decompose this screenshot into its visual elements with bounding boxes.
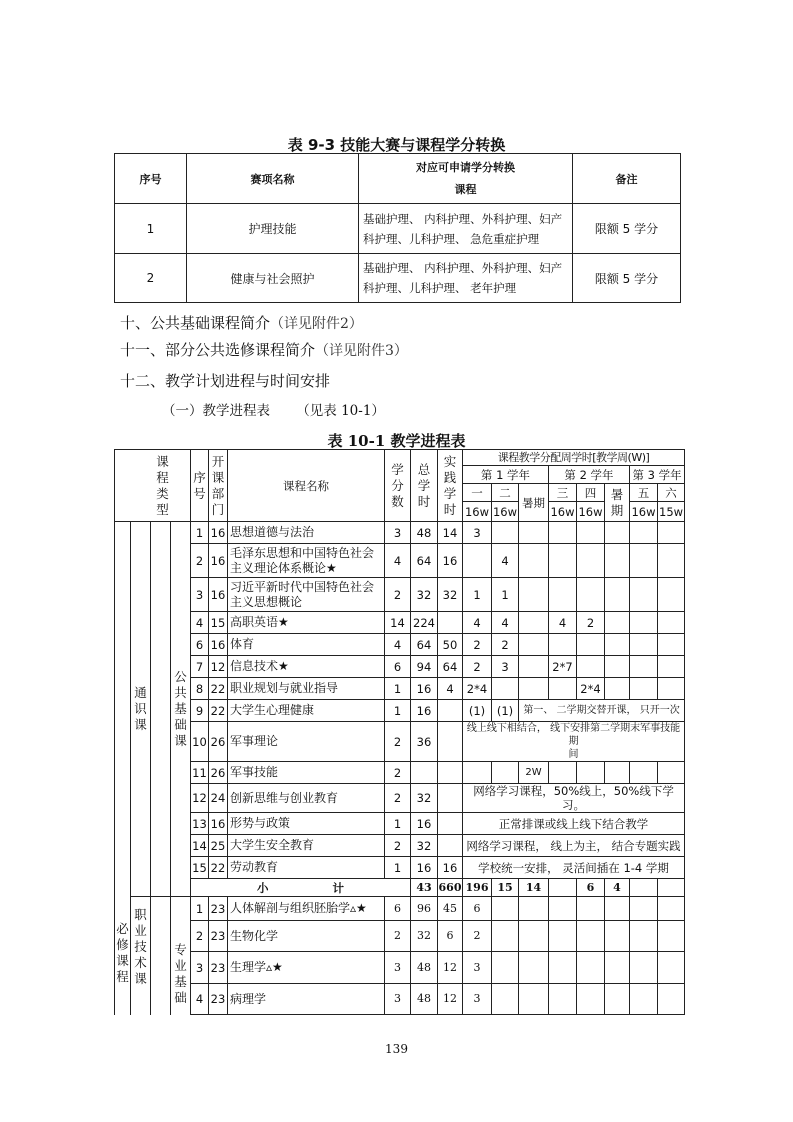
cell-dept: 16 (209, 813, 228, 835)
section-11-heading (120, 339, 408, 360)
cell-dept: 16 (209, 578, 228, 612)
cell-hours: 48 (411, 952, 438, 984)
subtotal-term-2: 14 (519, 879, 549, 897)
cell-courses-line1: 基础护理、 内科护理、外科护理、妇产 (363, 261, 563, 275)
cell-hours: 48 (411, 984, 438, 1015)
subtotal-row (115, 879, 685, 897)
cell-practice: 16 (438, 544, 463, 578)
header-term-2: 二 (492, 484, 519, 502)
cell-practice: 4 (438, 678, 463, 700)
cell-dept: 16 (209, 544, 228, 578)
cell-hours: 32 (411, 784, 438, 813)
cell-course-name (228, 544, 385, 578)
cell-note: 网络学习课程， 线上为主， 结合专题实践 (463, 835, 685, 857)
cell-term-2: 4 (492, 544, 519, 578)
table-row (115, 612, 685, 634)
cell-note-line1: 线上线下相结合， 线下安排第二学期末军事技能期 (466, 723, 681, 747)
cell-credit: 2 (385, 762, 411, 784)
cell-practice: 6 (438, 921, 463, 952)
cell-seq: 15 (191, 857, 209, 879)
cell-dept: 24 (209, 784, 228, 813)
header-course-line2: 课程 (454, 182, 477, 196)
table-row (115, 835, 685, 857)
table-row (115, 544, 685, 578)
cell-dept: 23 (209, 984, 228, 1015)
header-weeks-6: 15w (658, 502, 685, 522)
category-spacer (151, 522, 171, 897)
cell-dept: 23 (209, 921, 228, 952)
table-row (115, 857, 685, 879)
header-course (359, 154, 573, 204)
cell-course-name: 生物化学 (228, 921, 385, 952)
cell-summer-1: 2W (519, 762, 549, 784)
cell-term-2: (1) (492, 700, 519, 722)
header-term-3: 三 (549, 484, 577, 502)
cell-course-name: 职业规划与就业指导 (228, 678, 385, 700)
cell-credit: 2 (385, 722, 411, 762)
table-row (115, 921, 685, 952)
cell-practice: 32 (438, 578, 463, 612)
header-weeks-4: 16w (577, 502, 605, 522)
cell-credit: 2 (385, 784, 411, 813)
cell-courses (359, 254, 573, 303)
cell-term-1: 3 (463, 952, 492, 984)
section-10-title: 十、公共基础课程简介 (120, 314, 271, 332)
category-spacer-2 (151, 897, 171, 1015)
cell-credit: 4 (385, 634, 411, 656)
header-year-3: 第 3 学年 (630, 466, 685, 484)
cell-note: 限额 5 学分 (573, 204, 681, 254)
cell-course-name (228, 578, 385, 612)
cell-practice: 12 (438, 984, 463, 1015)
table-10-1-title: 表 10-1 教学进程表 (327, 432, 466, 450)
cell-seq: 9 (191, 700, 209, 722)
subtotal-term-1: 15 (492, 879, 519, 897)
header-term-4: 四 (577, 484, 605, 502)
header-summer-2: 暑期 (605, 484, 630, 522)
cell-note: 限额 5 学分 (573, 254, 681, 303)
table-row (115, 578, 685, 612)
cell-term-2: 2 (492, 634, 519, 656)
header-year-2: 第 2 学年 (549, 466, 630, 484)
cell-seq: 13 (191, 813, 209, 835)
cell-credit: 3 (385, 952, 411, 984)
cell-courses-line1: 基础护理、 内科护理、外科护理、妇产 (363, 211, 563, 226)
cell-credit: 2 (385, 578, 411, 612)
cell-hours: 64 (411, 544, 438, 578)
subtotal-term-4: 4 (605, 879, 630, 897)
cell-seq: 1 (191, 897, 209, 921)
header-seq: 序号 (191, 450, 209, 522)
table-row (115, 204, 681, 254)
cell-dept: 16 (209, 634, 228, 656)
cell-term-3: 4 (549, 612, 577, 634)
cell-credit: 1 (385, 678, 411, 700)
cell-dept: 25 (209, 835, 228, 857)
table-row (115, 784, 685, 813)
cell-course-name: 军事理论 (228, 722, 385, 762)
header-credit: 学分数 (385, 450, 411, 522)
cell-course-name: 生理学▵★ (228, 952, 385, 984)
header-course-type: 课程类型 (115, 450, 191, 522)
cell-seq: 14 (191, 835, 209, 857)
cell-seq: 1 (115, 204, 187, 254)
cell-hours: 32 (411, 835, 438, 857)
cell-practice: 64 (438, 656, 463, 678)
cell-course-name: 信息技术★ (228, 656, 385, 678)
cell-credit: 1 (385, 813, 411, 835)
cell-hours: 36 (411, 722, 438, 762)
header-term-5: 五 (630, 484, 658, 502)
subtotal-hours: 660 (438, 879, 463, 897)
cell-term-1: 2*4 (463, 678, 492, 700)
cell-term-4: 2 (577, 612, 605, 634)
cell-term-1: (1) (463, 700, 492, 722)
table-row (115, 813, 685, 835)
subtotal-label-2: 计 (332, 880, 344, 895)
cell-term-1: 3 (463, 522, 492, 544)
cell-hours: 48 (411, 522, 438, 544)
cell-course-name: 创新思维与创业教育 (228, 784, 385, 813)
cell-hours: 32 (411, 921, 438, 952)
section-11-ref: （详见附件3） (315, 343, 408, 359)
cell-term-1: 2 (463, 656, 492, 678)
cell-credit: 6 (385, 656, 411, 678)
cell-course-name: 病理学 (228, 984, 385, 1015)
cell-hours: 96 (411, 897, 438, 921)
subtotal-credit: 43 (411, 879, 438, 897)
cell-dept: 16 (209, 522, 228, 544)
section-10-heading (120, 312, 363, 333)
header-course-name: 课程名称 (228, 450, 385, 522)
cell-term-2: 1 (492, 578, 519, 612)
table-row (115, 700, 685, 722)
table-row (115, 984, 685, 1015)
cell-note (463, 722, 685, 762)
cell-practice: 16 (438, 857, 463, 879)
subtotal-practice: 196 (463, 879, 492, 897)
cell-seq: 2 (115, 254, 187, 303)
cell-course-name: 军事技能 (228, 762, 385, 784)
header-dept: 开课部门 (209, 450, 228, 522)
cell-seq: 10 (191, 722, 209, 762)
cell-seq: 8 (191, 678, 209, 700)
header-hours: 总学时 (411, 450, 438, 522)
subtotal-label-1: 小 (256, 880, 269, 895)
cell-note: 学校统一安排， 灵活间插在 1-4 学期 (463, 857, 685, 879)
cell-seq: 2 (191, 921, 209, 952)
cell-note: 第一、 二学期交替开课， 只开一次 (519, 700, 685, 722)
category-prof-basic: 专业基础 (171, 897, 191, 1015)
cell-seq: 2 (191, 544, 209, 578)
table-row (115, 762, 685, 784)
cell-hours: 224 (411, 612, 438, 634)
teaching-schedule-table (114, 449, 685, 1015)
cell-term-1: 2 (463, 921, 492, 952)
cell-note: 网络学习课程，50%线上，50%线下学习。 (463, 784, 685, 813)
cell-hours: 32 (411, 578, 438, 612)
cell-term-4: 2*4 (577, 678, 605, 700)
cell-credit: 14 (385, 612, 411, 634)
header-weeks-2: 16w (492, 502, 519, 522)
category-required: 必修课程 (115, 522, 131, 1015)
section-10-ref: （详见附件2） (270, 316, 363, 332)
cell-term-2: 3 (492, 656, 519, 678)
cell-seq: 11 (191, 762, 209, 784)
cell-term-1: 6 (463, 897, 492, 921)
table-row (115, 634, 685, 656)
cell-dept: 23 (209, 897, 228, 921)
cell-term-2: 4 (492, 612, 519, 634)
cell-practice: 50 (438, 634, 463, 656)
cell-seq: 6 (191, 634, 209, 656)
cell-event: 健康与社会照护 (187, 254, 359, 303)
cell-term-1: 4 (463, 612, 492, 634)
header-distribution: 课程教学分配周学时[教学周(W)] (463, 450, 685, 466)
cell-course-name: 思想道德与法治 (228, 522, 385, 544)
section-12-1-ref: （见表 10-1） (296, 403, 385, 419)
cell-seq: 3 (191, 578, 209, 612)
cell-credit: 1 (385, 857, 411, 879)
cell-term-1: 1 (463, 578, 492, 612)
cell-course-name: 高职英语★ (228, 612, 385, 634)
cell-course-name: 劳动教育 (228, 857, 385, 879)
header-term-1: 一 (463, 484, 492, 502)
cell-course-name: 体育 (228, 634, 385, 656)
header-note: 备注 (573, 154, 681, 204)
cell-course-name-line2: 主义思想概论 (230, 594, 303, 609)
header-event: 赛项名称 (187, 154, 359, 204)
cell-note-line2: 间 (568, 749, 579, 760)
cell-dept: 12 (209, 656, 228, 678)
table-row (115, 656, 685, 678)
cell-term-1: 3 (463, 984, 492, 1015)
header-summer-1: 暑期 (519, 484, 549, 522)
cell-credit: 3 (385, 984, 411, 1015)
section-12-heading: 十二、教学计划进程与时间安排 (120, 372, 331, 390)
cell-practice: 14 (438, 522, 463, 544)
table-row (115, 522, 685, 544)
cell-course-name: 人体解剖与组织胚胎学▵★ (228, 897, 385, 921)
cell-credit: 2 (385, 835, 411, 857)
cell-term-3: 2*7 (549, 656, 577, 678)
cell-credit: 6 (385, 897, 411, 921)
cell-course-name: 大学生心理健康 (228, 700, 385, 722)
cell-hours: 16 (411, 813, 438, 835)
header-weeks-1: 16w (463, 502, 492, 522)
cell-course-name-line2: 主义理论体系概论★ (230, 560, 337, 575)
cell-credit: 4 (385, 544, 411, 578)
table-row (115, 952, 685, 984)
cell-course-name: 大学生安全教育 (228, 835, 385, 857)
category-vocational: 职业技术课 (131, 897, 151, 1015)
cell-hours: 94 (411, 656, 438, 678)
cell-seq: 1 (191, 522, 209, 544)
cell-credit: 1 (385, 700, 411, 722)
cell-courses-line2: 科护理、儿科护理、 老年护理 (363, 281, 517, 295)
cell-dept: 23 (209, 952, 228, 984)
cell-dept: 26 (209, 722, 228, 762)
cell-hours: 16 (411, 700, 438, 722)
cell-dept: 22 (209, 678, 228, 700)
cell-practice: 12 (438, 952, 463, 984)
cell-hours: 64 (411, 634, 438, 656)
header-year-1: 第 1 学年 (463, 466, 549, 484)
cell-event: 护理技能 (187, 204, 359, 254)
cell-credit: 2 (385, 921, 411, 952)
cell-course-name-line1: 毛泽东思想和中国特色社会 (230, 545, 375, 560)
header-practice: 实践学时 (438, 450, 463, 522)
page-number: 139 (385, 1042, 408, 1056)
cell-courses (359, 204, 573, 254)
cell-seq: 4 (191, 984, 209, 1015)
header-weeks-3: 16w (549, 502, 577, 522)
category-general: 通识课 (131, 522, 151, 897)
cell-dept: 15 (209, 612, 228, 634)
cell-note: 正常排课或线上线下结合教学 (463, 813, 685, 835)
table-9-3-title: 表 9-3 技能大赛与课程学分转换 (287, 136, 506, 154)
cell-seq: 7 (191, 656, 209, 678)
header-seq: 序号 (115, 154, 187, 204)
header-weeks-5: 16w (630, 502, 658, 522)
table-row (115, 678, 685, 700)
cell-seq: 4 (191, 612, 209, 634)
cell-course-name-line1: 习近平新时代中国特色社会 (230, 579, 375, 594)
cell-seq: 12 (191, 784, 209, 813)
cell-dept: 22 (209, 857, 228, 879)
cell-term-1: 2 (463, 634, 492, 656)
section-12-1-title: （一）教学进程表 (162, 403, 270, 419)
section-11-title: 十一、部分公共选修课程简介 (120, 341, 316, 359)
subtotal-term-3: 6 (577, 879, 605, 897)
category-public: 公共基础课 (171, 522, 191, 897)
cell-dept: 22 (209, 700, 228, 722)
table-row (115, 722, 685, 762)
table-row (115, 254, 681, 303)
cell-hours: 16 (411, 678, 438, 700)
section-12-1-heading (162, 399, 385, 419)
cell-credit: 3 (385, 522, 411, 544)
cell-dept: 26 (209, 762, 228, 784)
cell-hours: 16 (411, 857, 438, 879)
header-term-6: 六 (658, 484, 685, 502)
cell-courses-line2: 科护理、儿科护理、 急危重症护理 (363, 231, 540, 246)
subtotal-label (191, 879, 411, 897)
cell-course-name: 形势与政策 (228, 813, 385, 835)
cell-practice: 45 (438, 897, 463, 921)
credit-conversion-table (114, 153, 681, 303)
cell-seq: 3 (191, 952, 209, 984)
table-row (115, 897, 685, 921)
header-course-line1: 对应可申请学分转换 (416, 160, 515, 174)
